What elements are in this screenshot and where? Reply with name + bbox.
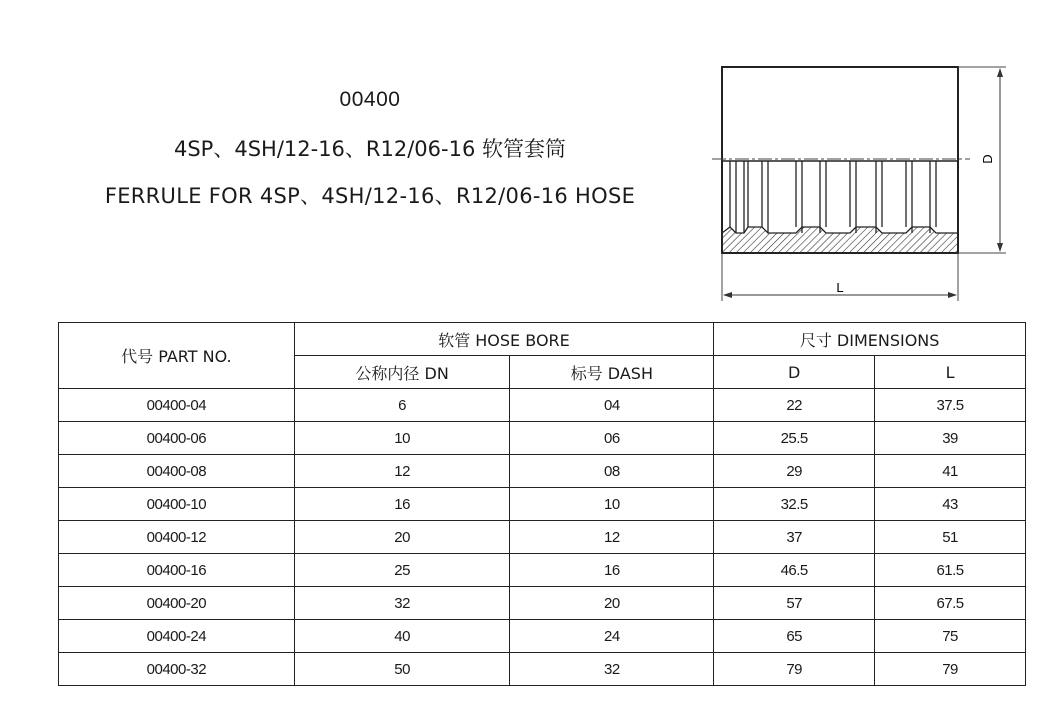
cell-dash: 16 <box>510 554 714 587</box>
cell-d: 46.5 <box>714 554 875 587</box>
header-d: D <box>714 356 875 389</box>
l-label: L <box>836 280 844 295</box>
cell-dash: 32 <box>510 653 714 686</box>
cell-d: 22 <box>714 389 875 422</box>
d-label: D <box>980 154 995 164</box>
cell-dn: 25 <box>294 554 510 587</box>
cell-dn: 20 <box>294 521 510 554</box>
cell-part-no: 00400-08 <box>59 455 295 488</box>
cell-d: 57 <box>714 587 875 620</box>
cell-d: 37 <box>714 521 875 554</box>
english-title: FERRULE FOR 4SP、4SH/12-16、R12/06-16 HOSE <box>104 184 636 208</box>
cell-l: 61.5 <box>875 554 1026 587</box>
ferrule-outline <box>722 67 958 253</box>
cell-l: 67.5 <box>875 587 1026 620</box>
cell-l: 79 <box>875 653 1026 686</box>
cell-part-no: 00400-06 <box>59 422 295 455</box>
cell-dash: 04 <box>510 389 714 422</box>
table-row <box>59 455 1026 488</box>
cell-dash: 20 <box>510 587 714 620</box>
table-row <box>59 620 1026 653</box>
cell-dn: 10 <box>294 422 510 455</box>
cell-dn: 6 <box>294 389 510 422</box>
cell-dn: 50 <box>294 653 510 686</box>
cell-dn: 32 <box>294 587 510 620</box>
header-hose-bore: 软管 HOSE BORE <box>294 323 714 356</box>
header-dimensions: 尺寸 DIMENSIONS <box>714 323 1026 356</box>
cell-part-no: 00400-16 <box>59 554 295 587</box>
header-l: L <box>875 356 1026 389</box>
cell-l: 39 <box>875 422 1026 455</box>
chinese-title: 4SP、4SH/12-16、R12/06-16 软管套筒 <box>173 137 567 161</box>
cell-part-no: 00400-32 <box>59 653 295 686</box>
cell-d: 79 <box>714 653 875 686</box>
cell-d: 25.5 <box>714 422 875 455</box>
cell-l: 41 <box>875 455 1026 488</box>
cell-part-no: 00400-04 <box>59 389 295 422</box>
cell-dash: 08 <box>510 455 714 488</box>
table-row <box>59 488 1026 521</box>
cell-l: 37.5 <box>875 389 1026 422</box>
table-row <box>59 554 1026 587</box>
table-row <box>59 422 1026 455</box>
header-part-no: 代号 PART NO. <box>59 323 295 389</box>
cell-d: 65 <box>714 620 875 653</box>
dimension-table <box>58 322 1026 686</box>
cell-dash: 10 <box>510 488 714 521</box>
groove-lines <box>730 161 936 233</box>
cell-l: 75 <box>875 620 1026 653</box>
table-row <box>59 587 1026 620</box>
cell-d: 32.5 <box>714 488 875 521</box>
cell-dn: 16 <box>294 488 510 521</box>
cell-dash: 06 <box>510 422 714 455</box>
header-dash: 标号 DASH <box>510 356 714 389</box>
header-dn: 公称内径 DN <box>294 356 510 389</box>
cell-l: 51 <box>875 521 1026 554</box>
cell-dn: 40 <box>294 620 510 653</box>
ferrule-drawing <box>700 55 1035 305</box>
table-row <box>59 653 1026 686</box>
cell-part-no: 00400-12 <box>59 521 295 554</box>
part-code-title: 00400 <box>339 88 401 111</box>
cell-dash: 12 <box>510 521 714 554</box>
cell-part-no: 00400-10 <box>59 488 295 521</box>
cell-l: 43 <box>875 488 1026 521</box>
cell-part-no: 00400-24 <box>59 620 295 653</box>
cell-d: 29 <box>714 455 875 488</box>
cell-part-no: 00400-20 <box>59 587 295 620</box>
table-row <box>59 389 1026 422</box>
table-row <box>59 521 1026 554</box>
cell-dash: 24 <box>510 620 714 653</box>
cell-dn: 12 <box>294 455 510 488</box>
thread-section <box>722 227 958 253</box>
